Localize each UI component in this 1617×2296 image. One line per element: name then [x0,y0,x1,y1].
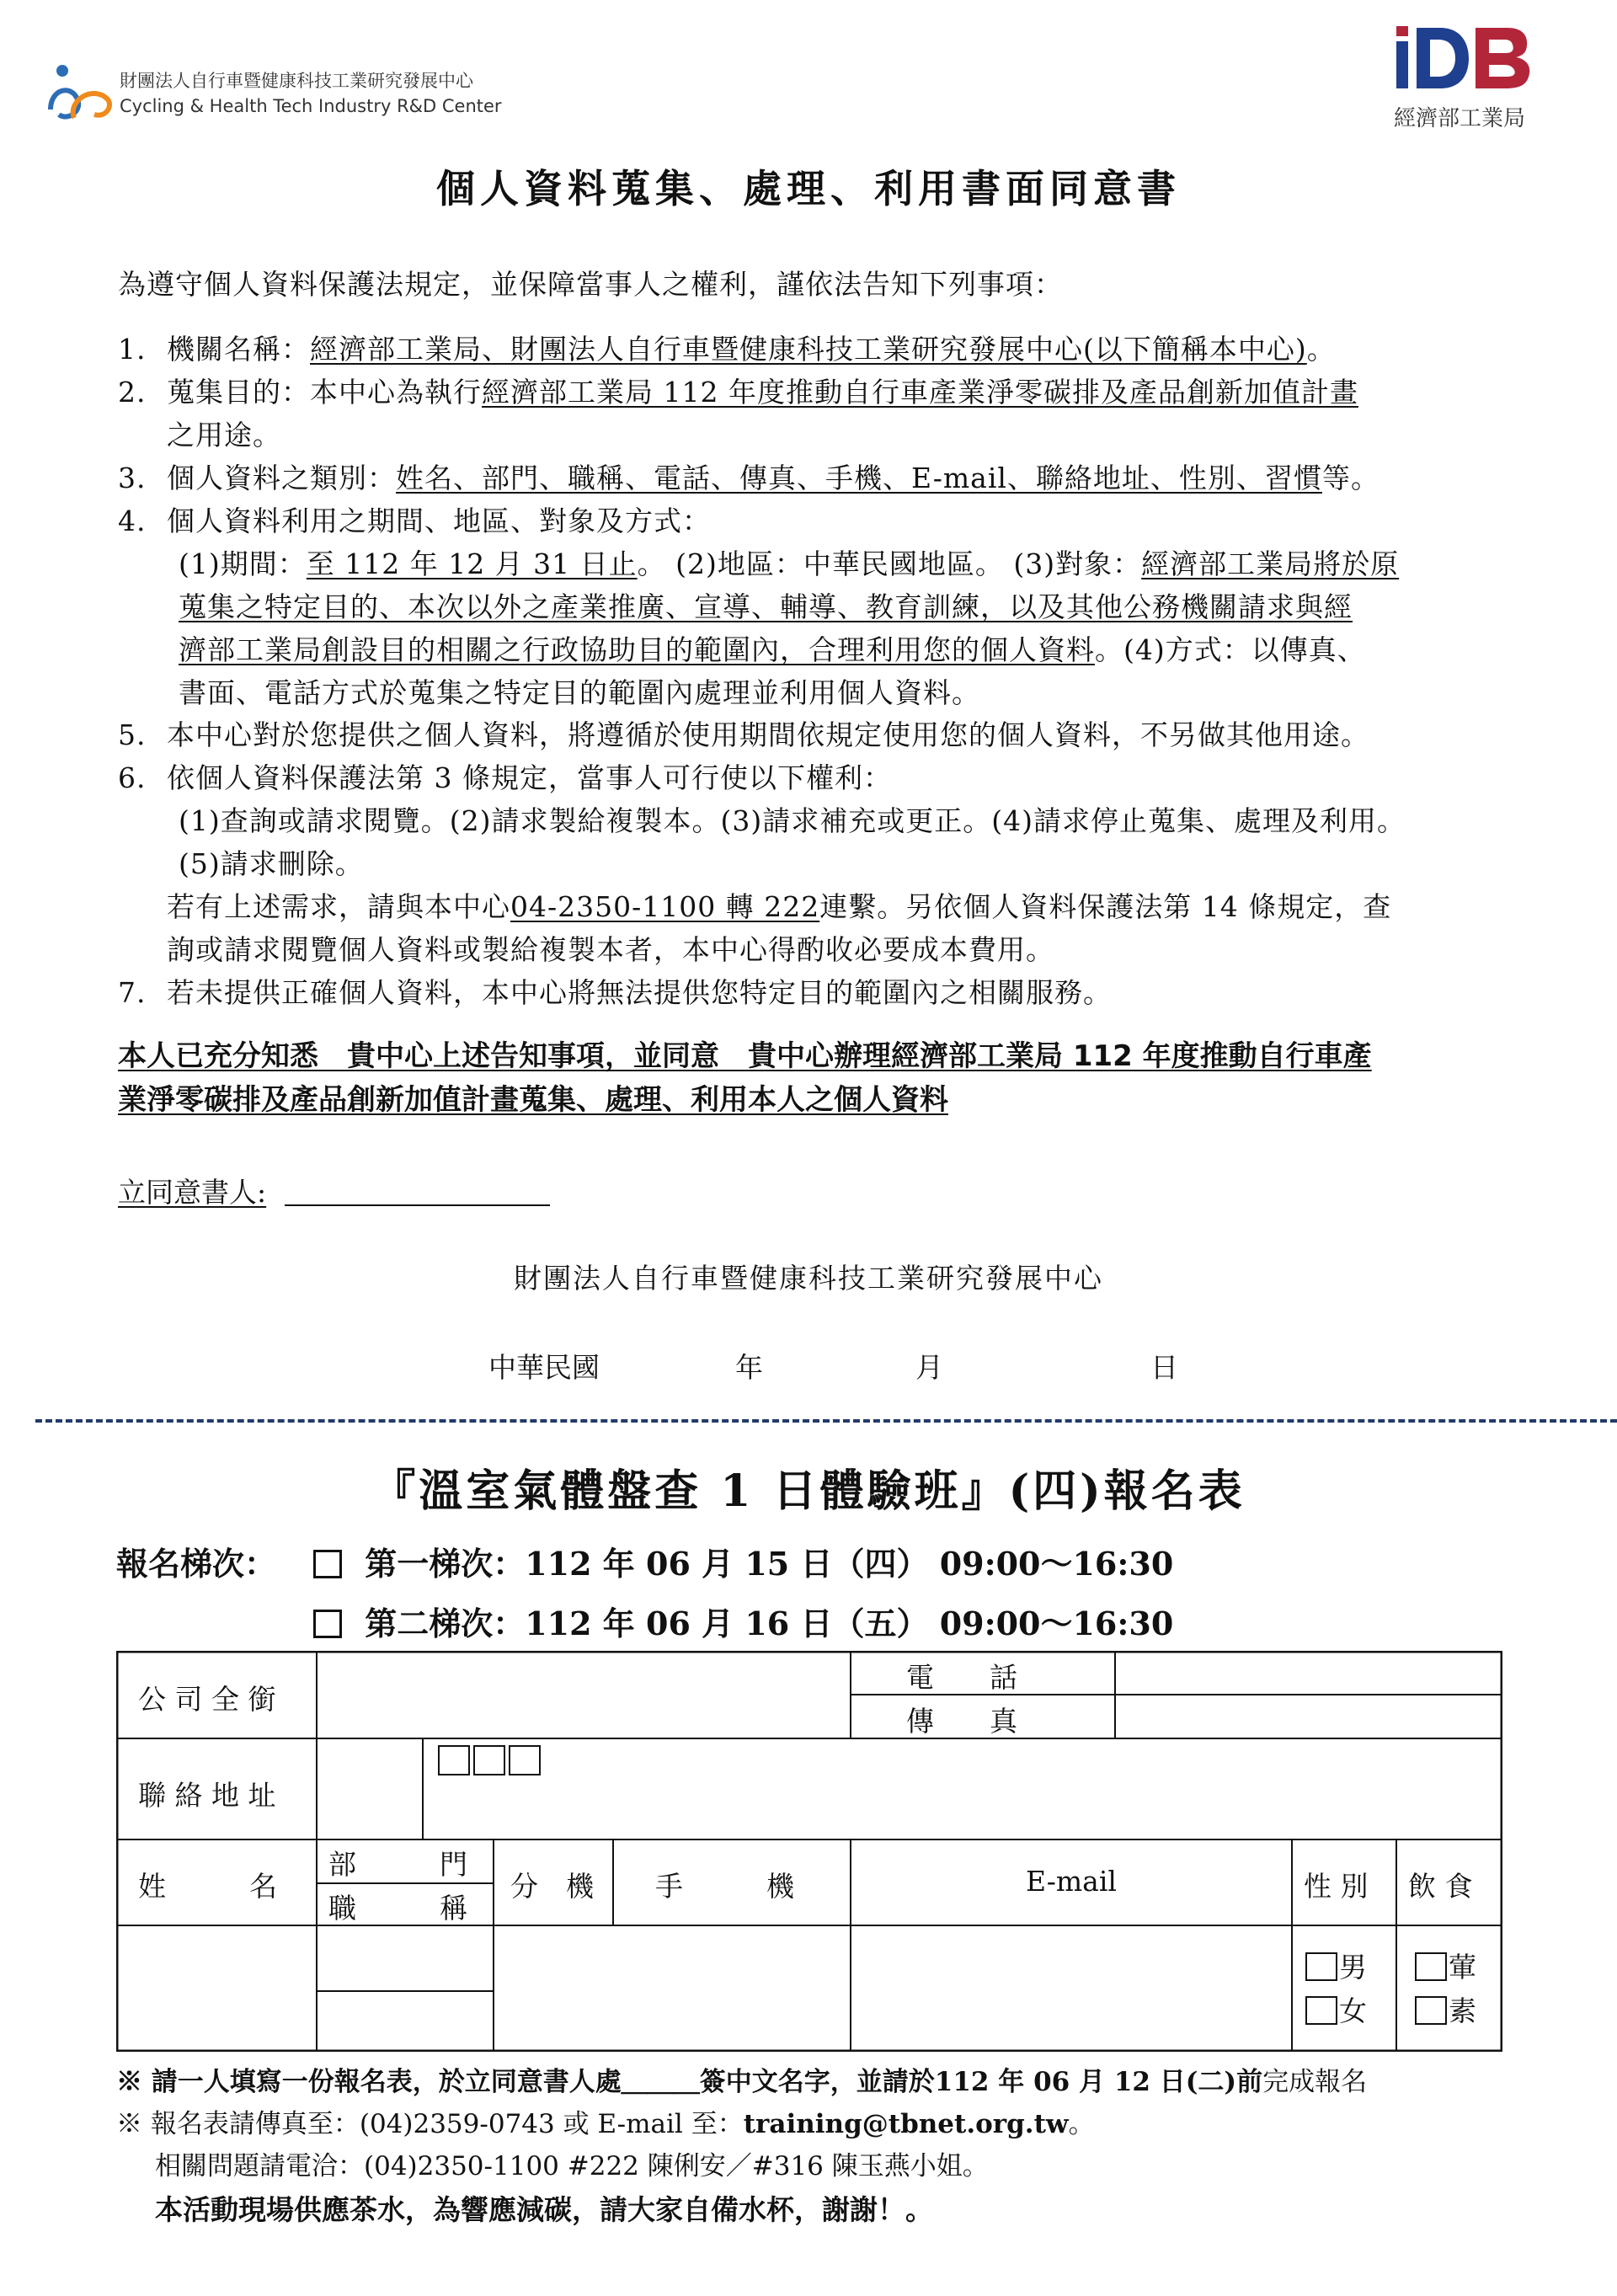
postal-digit-box[interactable] [509,1745,541,1775]
date-era: 中華民國 [488,1351,600,1384]
veg-checkbox[interactable] [1415,1996,1447,2025]
item-number: 5. [118,718,147,751]
item-number: 2. [118,376,147,408]
date-month: 月 [915,1351,943,1384]
item-label: 個人資料利用之期間、地區、對象及方式： [167,505,711,537]
form-title: 『溫室氣體盤查 1 日體驗班』(四)報名表 [371,1466,1246,1517]
project-name: 經濟部工業局 112 年度推動自行車產業淨零碳排及產品創新加值計畫 [482,376,1358,408]
signature-line[interactable] [285,1204,550,1206]
signer-label: 立同意書人: [118,1176,267,1209]
rights-line-2: (5)請求刪除。 [179,847,364,880]
session-option-2[interactable] [313,1598,1173,1644]
name-header: 姓 名 [138,1870,277,1903]
dept-header: 部 門 [328,1848,467,1881]
registration-table [116,1651,1502,2052]
cycling-org-name-zh: 財團法人自行車暨健康科技工業研究發展中心 [120,71,473,91]
meat-checkbox[interactable] [1415,1952,1447,1981]
target-text-b: 蒐集之特定目的、本次以外之產業推廣、宣導、輔導、教育訓練，以及其他公務機關請求與經 [179,590,1353,623]
female-label: 女 [1339,1994,1367,2027]
consent-item-4 [118,499,1499,718]
contact-text-c: 詢或請求閱覽個人資料或製給複製本者，本中心得酌收必要成本費用。 [167,933,1054,966]
date-line [488,1346,1178,1386]
idb-logo [1381,21,1550,139]
gender-header: 性 別 [1304,1870,1369,1903]
company-header: 公 司 全 銜 [138,1683,276,1716]
item-number: 6. [118,761,147,794]
item-text: 若未提供正確個人資料，本中心將無法提供您特定目的範圍內之相關服務。 [167,976,1112,1009]
gender-female-option[interactable] [1305,1989,1367,2029]
fax-header: 傳 真 [906,1705,1017,1738]
contact-email[interactable]: training@tbnet.org.tw [743,2109,1069,2139]
contact-text-a: 若有上述需求，請與本中心 [167,890,510,923]
period-value: 至 112 年 12 月 31 日止 [306,547,638,580]
area-text: 。 (2)地區：中華民國地區。 (3)對象： [637,547,1142,580]
item-number: 4. [118,505,147,537]
note-2-text: ※ 報名表請傳真至：(04)2359-0743 或 E-mail 至： [116,2109,744,2139]
job-title-header: 職 稱 [328,1892,467,1925]
address-header: 聯 絡 地 址 [138,1779,276,1812]
session-2-label: 第二梯次：112 年 06 月 16 日（五） 09:00～16:30 [365,1605,1174,1642]
note-1-deadline: 112 年 06 月 12 日(二)前 [934,2067,1263,2097]
note-4: 本活動現場供應茶水，為響應減碳，請大家自備水杯，謝謝！。 [155,2193,933,2226]
note-1-text-b: 簽中文名字，並請於 [699,2067,935,2097]
note-2 [116,2102,1095,2140]
idb-org-name-zh: 經濟部工業局 [1394,106,1526,131]
org-name: 財團法人自行車暨健康科技工業研究發展中心 [514,1262,1103,1295]
item-number: 1. [118,333,147,366]
cycling-center-logo [42,59,502,135]
contact-phone: 04-2350-1100 轉 222 [510,890,820,923]
date-day: 日 [1150,1351,1178,1384]
agree-line-1: 本人已充分知悉 貴中心上述告知事項，並同意 貴中心辦理經濟部工業局 112 年度推動自行車產 [118,1039,1372,1073]
session-label: 報名梯次： [116,1545,277,1583]
item-end: 。 [1306,333,1336,366]
note-3: 相關問題請電洽：(04)2350-1100 #222 陳俐安／#316 陳玉燕小姐。 [155,2151,989,2181]
diet-header: 飲 食 [1408,1870,1473,1903]
session-2-checkbox[interactable] [313,1610,342,1638]
fax-input[interactable] [1118,1698,1497,1735]
phone-header: 電 話 [906,1661,1017,1694]
postal-digit-box[interactable] [438,1745,470,1775]
session-1-checkbox[interactable] [313,1550,342,1578]
female-checkbox[interactable] [1305,1996,1337,2025]
diet-meat-option[interactable] [1415,1946,1476,1985]
agency-names: 經濟部工業局、財團法人自行車暨健康科技工業研究發展中心(以下簡稱本中心) [310,333,1307,366]
item-continuation: 之用途。 [167,419,281,451]
note-1 [116,2060,1367,2098]
cycling-org-name-en: Cycling & Health Tech Industry R&D Center [120,96,502,116]
consent-item-6 [118,756,1499,975]
period-label: (1)期間： [179,547,307,580]
email-header: E-mail [1026,1865,1117,1898]
note-1-text-a: ※ 請一人填寫一份報名表，於立同意書人處 [116,2067,622,2097]
item-number: 3. [118,462,147,494]
extension-header: 分 機 [510,1870,594,1903]
consent-title: 個人資料蒐集、處理、利用書面同意書 [436,166,1181,211]
gender-male-option[interactable] [1305,1946,1367,1985]
phone-input[interactable] [1118,1654,1497,1691]
item-text: 本中心對於您提供之個人資料，將遵循於使用期間依規定使用您的個人資料，不另做其他用途。 [167,718,1369,751]
postal-code-boxes[interactable] [438,1745,544,1782]
cycling-logo-icon [42,59,114,131]
target-text-c: 濟部工業局創設目的相關之行政協助目的範圍內，合理利用您的個人資料 [179,633,1095,666]
postal-digit-box[interactable] [473,1745,505,1775]
note-1-blank: ＿＿＿ [621,2067,700,2097]
target-text-a: 經濟部工業局將於原 [1141,547,1400,580]
session-1-label: 第一梯次：112 年 06 月 15 日（四） 09:00～16:30 [365,1545,1174,1583]
rights-line-1: (1)查詢或請求閱覽。(2)請求製給複製本。(3)請求補充或更正。(4)請求停止蒐集、處理及利用。 [179,804,1406,837]
note-2-end: 。 [1068,2109,1095,2139]
item-label: 個人資料之類別： [167,462,396,494]
agree-statement [118,1034,1372,1122]
item-label: 蒐集目的：本中心為執行 [167,376,482,408]
date-year: 年 [735,1351,763,1384]
diet-veg-option[interactable] [1415,1989,1476,2029]
cut-line-divider [35,1419,1617,1423]
consent-intro: 為遵守個人資料保護法規定，並保障當事人之權利，謹依法告知下列事項： [118,268,1063,301]
data-categories: 姓名、部門、職稱、電話、傳真、手機、E-mail、聯絡地址、性別、習慣 [396,462,1322,494]
method-continuation: 書面、電話方式於蒐集之特定目的範圍內處理並利用個人資料。 [179,676,980,709]
male-checkbox[interactable] [1305,1952,1337,1981]
item-text: 依個人資料保護法第 3 條規定，當事人可行使以下權利： [167,761,892,794]
item-number: 7. [118,976,147,1009]
idb-logo-icon [1381,21,1550,99]
mobile-header: 手 機 [655,1870,794,1903]
veg-label: 素 [1449,1994,1476,2027]
contact-text-b: 連繫。另依個人資料保護法第 14 條規定，查 [819,890,1392,923]
meat-label: 葷 [1449,1951,1476,1984]
item-end: 等。 [1321,462,1380,494]
company-input[interactable] [320,1654,847,1735]
method-text: 。(4)方式：以傳真、 [1095,633,1366,666]
note-1-text-d: 完成報名 [1262,2067,1368,2097]
male-label: 男 [1339,1951,1367,1984]
agree-line-2: 業淨零碳排及產品創新加值計畫蒐集、處理、利用本人之個人資料 [118,1083,948,1117]
item-label: 機關名稱： [167,333,310,366]
session-option-1[interactable] [313,1538,1173,1584]
